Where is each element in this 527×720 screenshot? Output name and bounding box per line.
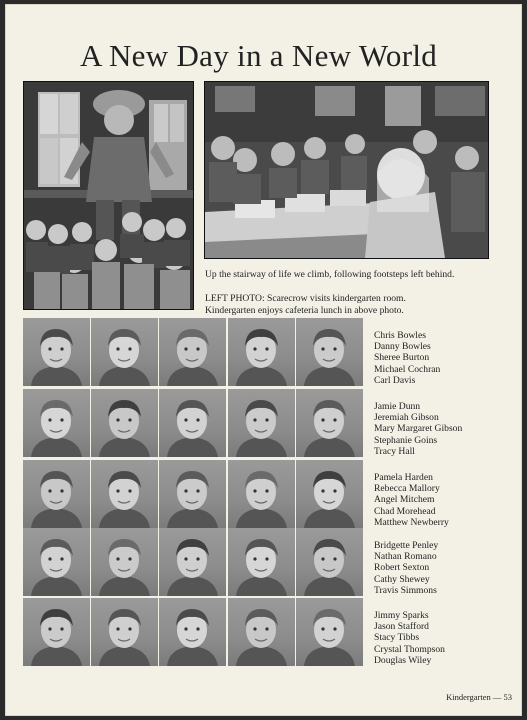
student-portrait <box>91 318 158 386</box>
student-name: Danny Bowles <box>374 341 431 353</box>
portrait-row <box>17 318 362 387</box>
student-name: Bridgette Penley <box>374 540 439 551</box>
student-name: Jimmy Sparks <box>374 610 429 621</box>
student-portrait <box>228 389 295 457</box>
student-name: Robert Sexton <box>374 562 430 574</box>
student-portrait <box>23 318 90 386</box>
student-name: Angel Mitchem <box>374 494 435 506</box>
student-name: Sheree Burton <box>374 352 430 364</box>
student-name: Travis Simmons <box>374 584 437 596</box>
student-name: Rebecca Mallory <box>374 483 440 495</box>
student-portrait <box>91 528 158 596</box>
student-name: Tracy Hall <box>374 445 415 457</box>
student-portrait <box>91 598 158 666</box>
name-list <box>374 610 445 666</box>
student-name: Jason Stafford <box>374 621 429 633</box>
student-name: Matthew Newberry <box>374 516 449 528</box>
scarecrow-photo <box>23 81 194 310</box>
student-name: Michael Cochran <box>374 363 441 375</box>
student-name: Mary Margaret Gibson <box>374 423 463 435</box>
student-portrait <box>228 528 295 596</box>
page-folio: Kindergarten — 53 <box>446 692 512 702</box>
portrait-row <box>17 598 362 667</box>
student-portrait <box>159 318 226 386</box>
student-portrait <box>159 528 226 596</box>
student-name: Jeremiah Gibson <box>374 412 439 424</box>
student-portrait <box>296 389 363 457</box>
portrait-row <box>17 460 362 529</box>
student-name: Cathy Shewey <box>374 573 430 585</box>
student-portrait <box>91 389 158 457</box>
student-portrait <box>159 460 226 528</box>
portrait-row <box>17 528 362 597</box>
student-name: Carl Davis <box>374 374 416 386</box>
portrait-row <box>17 389 362 458</box>
student-name: Crystal Thompson <box>374 643 445 655</box>
student-portrait <box>23 528 90 596</box>
cafeteria-photo <box>204 81 489 259</box>
student-portrait <box>159 598 226 666</box>
student-portrait <box>296 598 363 666</box>
name-list <box>374 540 438 596</box>
student-portrait <box>23 389 90 457</box>
student-name: Chad Morehead <box>374 505 436 517</box>
student-portrait <box>296 318 363 386</box>
name-list <box>374 330 440 386</box>
student-portrait <box>159 389 226 457</box>
student-name: Douglas Wiley <box>374 654 432 666</box>
student-portrait <box>296 528 363 596</box>
student-name: Stacy Tibbs <box>374 632 420 644</box>
student-portrait <box>91 460 158 528</box>
photo-credit-line-1: LEFT PHOTO: Scarecrow visits kindergarten room. <box>205 293 406 304</box>
student-portrait <box>23 460 90 528</box>
page-title: A New Day in a New World <box>79 38 438 73</box>
name-list <box>374 472 449 528</box>
student-portrait <box>228 318 295 386</box>
student-name: Jamie Dunn <box>374 401 421 412</box>
student-name: Stephanie Goins <box>374 434 438 446</box>
photo-credit-line-2: Kindergarten enjoys cafeteria lunch in above photo. <box>205 305 404 316</box>
photo-caption: Up the stairway of life we climb, following footsteps left behind. <box>205 269 455 280</box>
student-name: Pamela Harden <box>374 472 433 483</box>
student-name: Nathan Romano <box>374 551 437 563</box>
student-portrait <box>23 598 90 666</box>
student-portrait <box>228 598 295 666</box>
student-name: Chris Bowles <box>374 330 426 341</box>
student-portrait <box>228 460 295 528</box>
name-list <box>374 401 462 457</box>
student-portrait <box>296 460 363 528</box>
